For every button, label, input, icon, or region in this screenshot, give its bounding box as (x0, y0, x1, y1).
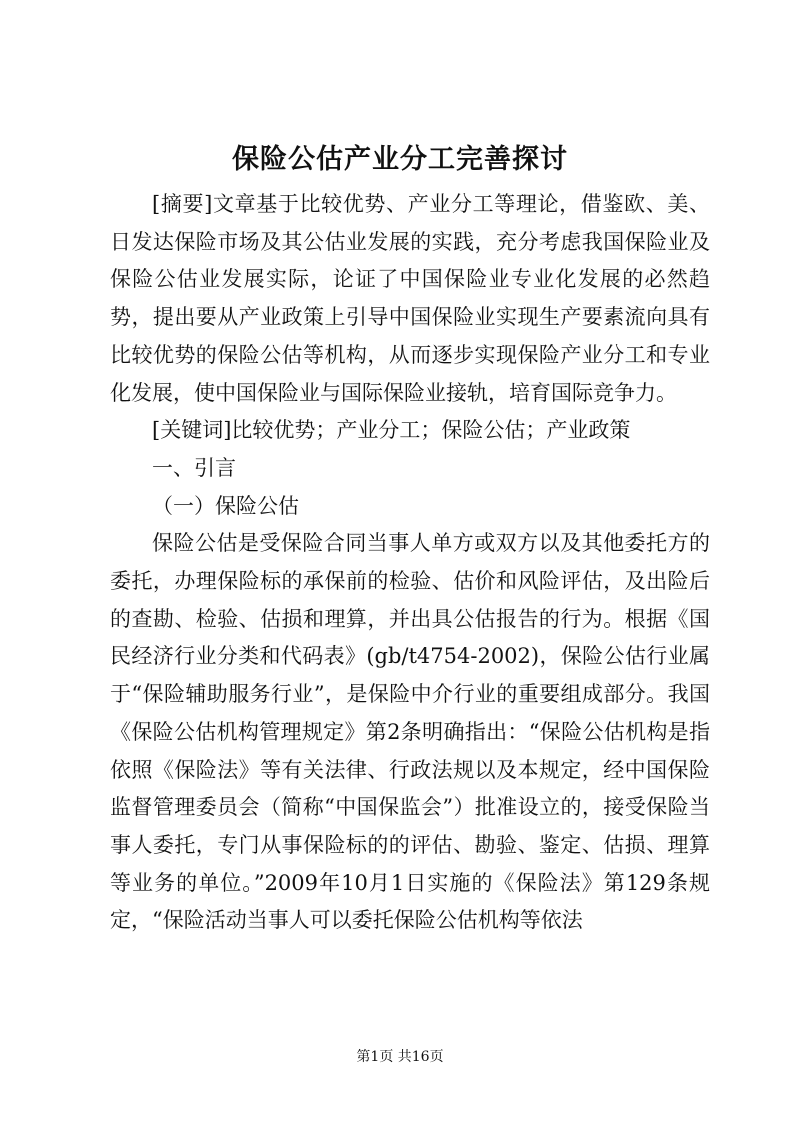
keywords-line: [关键词]比较优势；产业分工；保险公估；产业政策 (152, 418, 631, 443)
body-paragraph: 保险公估是受保险合同当事人单方或双方以及其他委托方的委托，办理保险标的承保前的检验、估价和风险评估，及出险后的查勘、检验、估损和理算，并出具公估报告的行为。根据《国民经济行业分类和代码表》(gb/t4754-2002)，保险公估行业属于“保险辅助服务行业”，是保险中介行业的重要组成部分。我国《保险公估机构管理规定》第2条明确指出：“保险公估机构是指依照《保险法》等有关法律、行政法规以及本规定，经中国保险监督管理委员会（简称“中国保监会”）批准设立的，接受保险当事人委托，专门从事保险标的的评估、勘验、鉴定、估损、理算等业务的单位。”2009年10月1日实施的《保险法》第129条规定，“保险活动当事人可以委托保险公估机构等依法 (110, 531, 710, 933)
abstract-paragraph: [摘要]文章基于比较优势、产业分工等理论，借鉴欧、美、日发达保险市场及其公估业发展的实践，充分考虑我国保险业及保险公估业发展实际，论证了中国保险业专业化发展的必然趋势，提出要从产业政策上引导中国保险业实现生产要素流向具有比较优势的保险公估等机构，从而逐步实现保险产业分工和专业化发展，使中国保险业与国际保险业接轨，培育国际竞争力。 (110, 192, 710, 405)
subsection-heading: （一）保险公估 (152, 493, 299, 518)
section-heading: 一、引言 (152, 455, 236, 480)
document-title: 保险公估产业分工完善探讨 (232, 144, 568, 175)
document-body (110, 186, 710, 940)
page-footer: 第1页 共16页 (356, 1049, 444, 1065)
